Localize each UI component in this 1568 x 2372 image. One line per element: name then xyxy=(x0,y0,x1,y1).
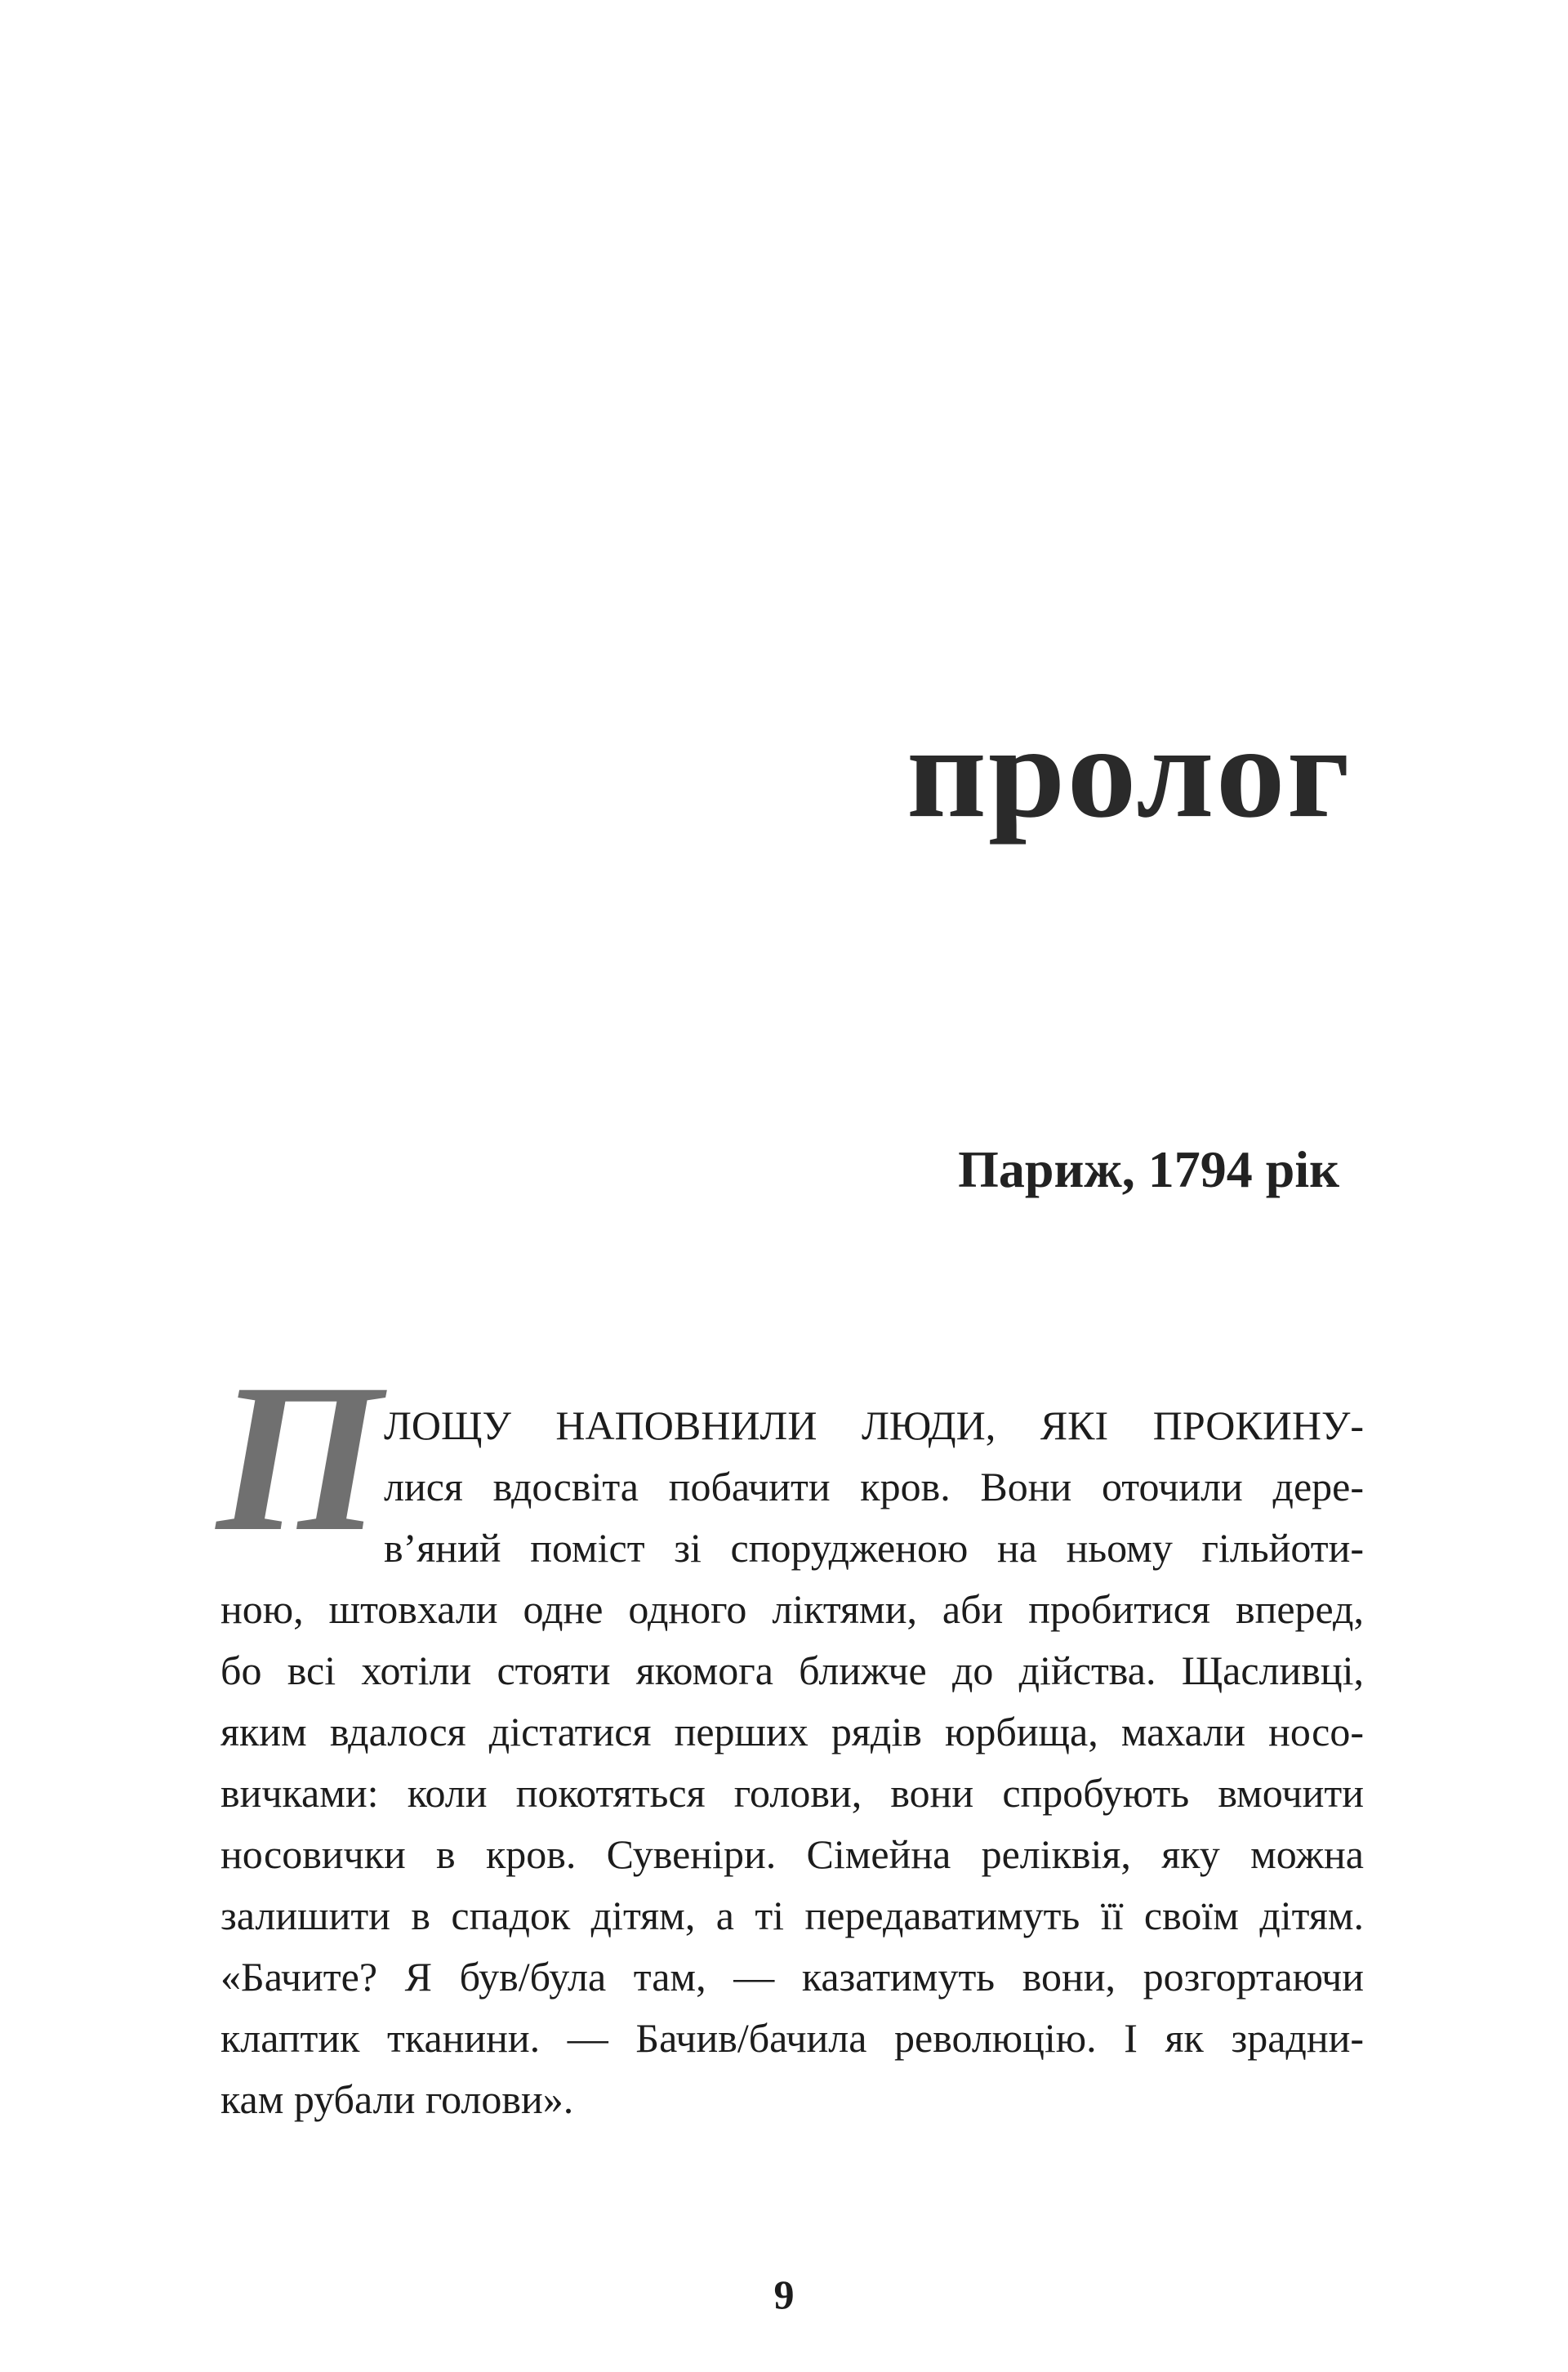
drop-cap: П xyxy=(216,1340,382,1576)
place-date-heading: Париж, 1794 рік xyxy=(958,1140,1339,1198)
text-line: носовички в кров. Сувеніри. Сімейна реліквія, яку можна xyxy=(220,1831,1364,1877)
text-line: бо всі хотіли стояти якомога ближче до дійства. Щасливці, xyxy=(220,1647,1364,1693)
chapter-title: пролог xyxy=(906,698,1352,845)
text-line: яким вдалося дістатися перших рядів юрбища, махали носо- xyxy=(220,1709,1364,1754)
text-line: вичками: коли покотяться голови, вони спробують вмочити xyxy=(220,1770,1364,1816)
page-number: 9 xyxy=(773,2272,795,2317)
text-line: ЛОЩУ НАПОВНИЛИ ЛЮДИ, ЯКІ ПРОКИНУ- xyxy=(384,1402,1364,1448)
text-line: «Бачите? Я був/була там, — казатимуть вони, розгортаючи xyxy=(220,1954,1364,2000)
text-line: кам рубали голови». xyxy=(220,2076,574,2122)
text-line: ною, штовхали одне одного ліктями, аби пробитися вперед, xyxy=(220,1586,1364,1632)
text-line: в’яний поміст зі спорудженою на ньому гільйоти- xyxy=(384,1525,1364,1571)
text-line: клаптик тканини. — Бачив/бачила революцію. І як зрадни- xyxy=(220,2015,1364,2061)
text-line: залишити в спадок дітям, а ті передаватимуть її своїм дітям. xyxy=(220,1893,1364,1938)
text-line: лися вдосвіта побачити кров. Вони оточили дере- xyxy=(384,1464,1364,1509)
